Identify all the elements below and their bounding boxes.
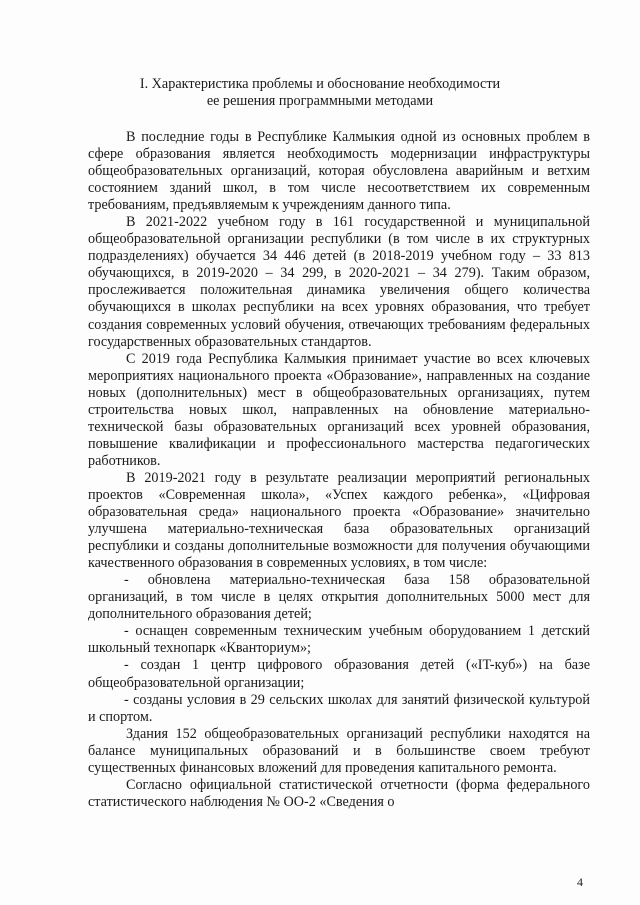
heading-line-2: ее решения программными методами	[206, 93, 434, 109]
paragraph: С 2019 года Республика Калмыкия принимает участие во всех ключевых мероприятиях национального проекта «Образование», направленных на создание новых (дополнительных) мест в общеобразовательных организациях, путем строительства новых школ, направленных на обновление материально-технической базы образовательных организаций всех уровней образования, повышение квалификации и профессионального мастерства педагогических работников.	[88, 350, 590, 469]
list-item: - обновлена материально-техническая база 158 образовательной организаций, в том числе в целях открытия дополнительных 5000 мест для дополнительного образования детей;	[88, 572, 590, 623]
section-heading	[80, 76, 560, 110]
list-item: - создан 1 центр цифрового образования детей («IT-куб») на базе общеобразовательной организации;	[88, 657, 590, 691]
list-item: - оснащен современным техническим учебным оборудованием 1 детский школьный технопарк «Кванториум»;	[88, 623, 590, 657]
paragraph: В 2019-2021 году в результате реализации мероприятий региональных проектов «Современная школа», «Успех каждого ребенка», «Цифровая образовательная среда» национального проекта «Образование» значительно улучшена материально-техническая база образовательных организаций республики и созданы дополнительные возможности для получения обучающими качественного образования в современных условиях, в том числе:	[88, 469, 590, 572]
paragraph: Согласно официальной статистической отчетности (форма федерального статистического наблюдения № ОО-2 «Сведения о	[88, 776, 590, 810]
heading-line-1: I. Характеристика проблемы и обоснование необходимости	[139, 76, 501, 92]
paragraph: Здания 152 общеобразовательных организаций республики находятся на балансе муниципальных образований и в большинстве своем требуют существенных финансовых вложений для проведения капитального ремонта.	[88, 725, 590, 776]
body-text	[88, 129, 590, 811]
list-item: - созданы условия в 29 сельских школах для занятий физической культурой и спортом.	[88, 691, 590, 725]
page-number: 4	[577, 875, 583, 889]
paragraph: В последние годы в Республике Калмыкия одной из основных проблем в сфере образования является необходимость модернизации инфраструктуры общеобразовательных организаций, которая обусловлена аварийным и ветхим состоянием зданий школ, в том числе несоответствием их современным требованиям, предъявляемым к учреждениям данного типа.	[88, 129, 590, 214]
paragraph: В 2021-2022 учебном году в 161 государственной и муниципальной общеобразовательной организации республики (в том числе в их структурных подразделениях) обучается 34 446 детей (в 2018-2019 учебном году – 33 813 обучающихся, в 2019-2020 – 34 299, в 2020-2021 – 34 279). Таким образом, прослеживается положительная динамика увеличения общего количества обучающихся в школах республики на всех уровнях образования, что требует создания современных условий обучения, отвечающих требованиям федеральных государственных образовательных стандартов.	[88, 214, 590, 350]
